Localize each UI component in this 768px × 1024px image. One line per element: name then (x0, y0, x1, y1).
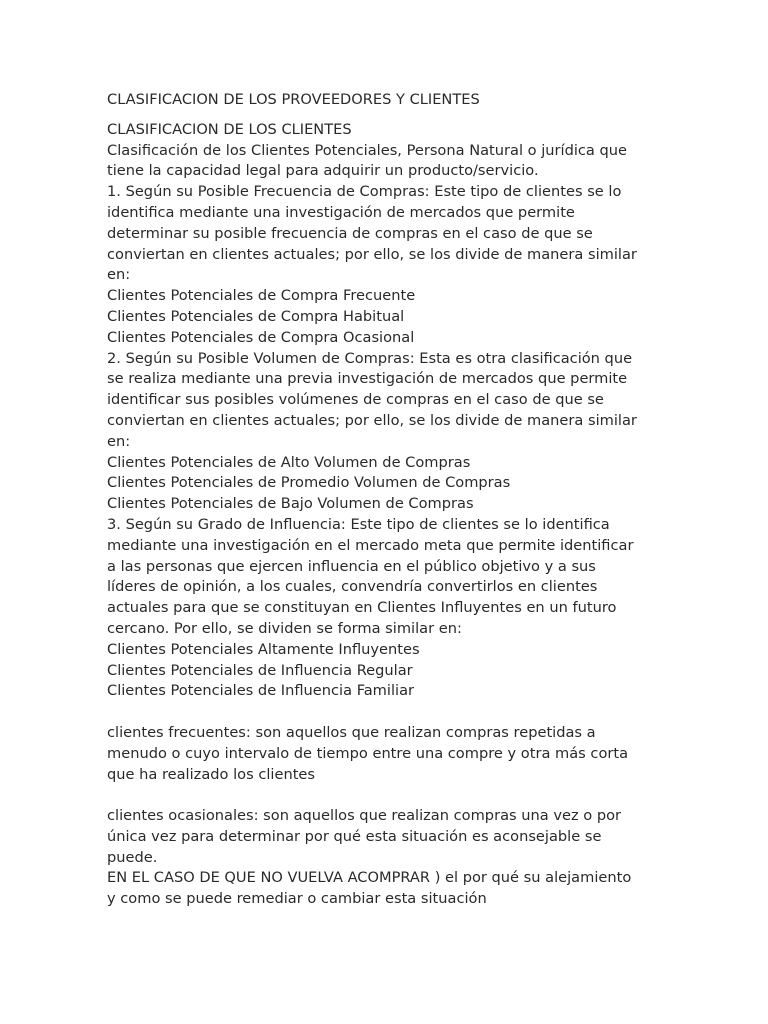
text-line: líderes de opinión, a los cuales, convendría convertirlos en clientes (107, 578, 598, 596)
list-item: Clientes Potenciales de Compra Habitual (107, 307, 405, 325)
text-line: 2. Según su Posible Volumen de Compras: Esta es otra clasificación que (107, 349, 633, 367)
list-item: Clientes Potenciales de Bajo Volumen de Compras (107, 495, 474, 513)
text-line: determinar su posible frecuencia de compras en el caso de que se (107, 224, 593, 242)
list-item: Clientes Potenciales de Compra Frecuente (107, 287, 416, 305)
text-line: que ha realizado los clientes (107, 765, 315, 783)
text-line: se realiza mediante una previa investigación de mercados que permite (107, 370, 628, 388)
document-page (107, 90, 707, 910)
text-line: puede. (107, 848, 158, 866)
list-item: Clientes Potenciales de Influencia Regular (107, 661, 413, 679)
text-line: identifica mediante una investigación de mercados que permite (107, 203, 575, 221)
text-line: clientes frecuentes: son aquellos que realizan compras repetidas a (107, 723, 596, 741)
text-line: mediante una investigación en el mercado meta que permite identificar (107, 536, 634, 554)
text-line: en: (107, 266, 131, 284)
document-body (107, 120, 707, 910)
text-line: identificar sus posibles volúmenes de compras en el caso de que se (107, 391, 604, 409)
text-line: menudo o cuyo intervalo de tiempo entre una compre y otra más corta (107, 744, 629, 762)
list-item: Clientes Potenciales de Alto Volumen de Compras (107, 453, 471, 471)
blank-line (107, 702, 707, 723)
list-item: Clientes Potenciales de Promedio Volumen de Compras (107, 474, 511, 492)
section-heading: CLASIFICACION DE LOS CLIENTES (107, 120, 352, 138)
document-title: CLASIFICACION DE LOS PROVEEDORES Y CLIENTES (107, 91, 480, 108)
text-line: 1. Según su Posible Frecuencia de Compras: Este tipo de clientes se lo (107, 183, 622, 201)
text-line: clientes ocasionales: son aquellos que realizan compras una vez o por (107, 807, 622, 825)
text-line: 3. Según su Grado de Influencia: Este tipo de clientes se lo identifica (107, 515, 610, 533)
text-line: en: (107, 432, 131, 450)
list-item: Clientes Potenciales de Compra Ocasional (107, 328, 415, 346)
list-item: Clientes Potenciales de Influencia Familiar (107, 682, 415, 700)
text-line: actuales para que se constituyan en Clientes Influyentes en un futuro (107, 599, 617, 617)
text-line: a las personas que ejercen influencia en el público objetivo y a sus (107, 557, 596, 575)
blank-line (107, 785, 707, 806)
text-line: única vez para determinar por qué esta situación es aconsejable se (107, 827, 602, 845)
text-line: y como se puede remediar o cambiar esta situación (107, 890, 487, 908)
list-item: Clientes Potenciales Altamente Influyentes (107, 640, 420, 658)
text-line: conviertan en clientes actuales; por ello, se los divide de manera similar (107, 245, 637, 263)
text-line: conviertan en clientes actuales; por ello, se los divide de manera similar (107, 411, 637, 429)
text-line: cercano. Por ello, se dividen se forma similar en: (107, 619, 462, 637)
text-line: Clasificación de los Clientes Potenciales, Persona Natural o jurídica que (107, 141, 628, 159)
text-line: EN EL CASO DE QUE NO VUELVA ACOMPRAR ) el por qué su alejamiento (107, 869, 632, 887)
text-line: tiene la capacidad legal para adquirir un producto/servicio. (107, 162, 539, 180)
